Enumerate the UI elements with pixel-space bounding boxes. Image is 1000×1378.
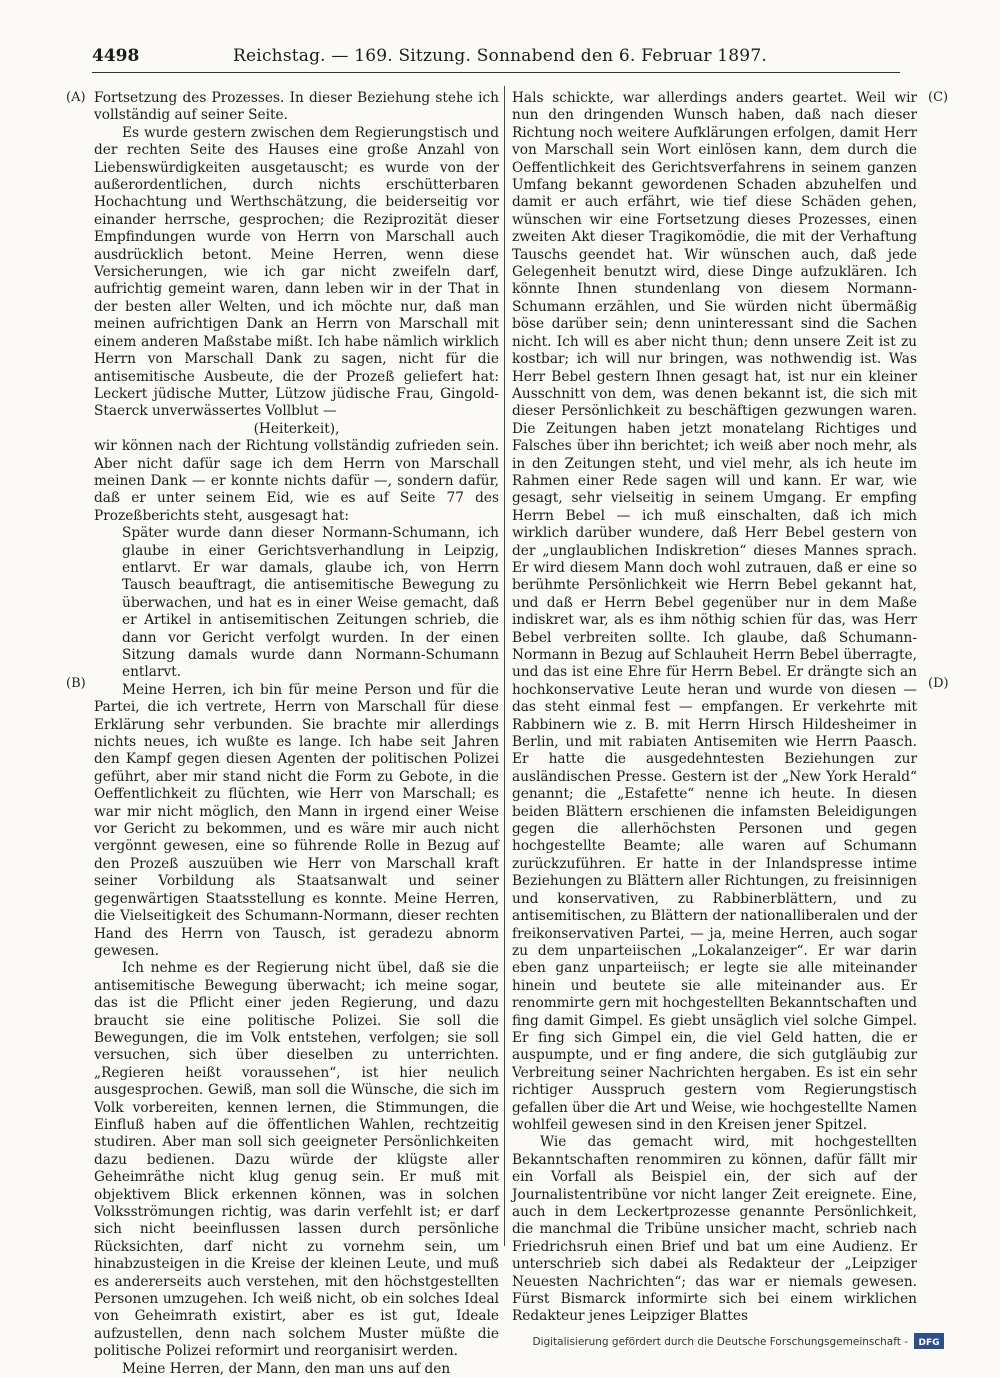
column-divider <box>504 86 505 1246</box>
footer-credit: Digitalisierung gefördert durch die Deutsche Forschungsgemeinschaft - <box>532 1336 908 1348</box>
margin-marker-a: (A) <box>66 90 86 105</box>
dfg-logo <box>914 1333 944 1349</box>
svg-text:DFG: DFG <box>918 1338 940 1348</box>
left-column <box>94 90 499 1377</box>
paragraph: Es wurde gestern zwischen dem Regierungstisch und der rechten Seite des Hauses eine große Anzahl von Liebenswürdigkeiten ausgetauscht; es wurde von der außerordentlichen, durch nichts erschütterbaren Hochachtung und Werthschätzung, die beiderseitig vor einander herrsche, gesprochen; die Reziprozität dieser Empfindungen wurde von Herrn von Marschall auch ausdrücklich betont. Meine Herren, wenn diese Versicherungen, wie ich gar nicht zweifeln darf, aufrichtig gemeint waren, dann leben wir in der That in der besten aller Welten, und ich möchte nur, daß man meinen aufrichtigen Dank an Herrn von Marschall mit einem anderen Maßstabe mißt. Ich habe nämlich wirklich Herrn von Marschall Dank zu sagen, nicht für die antisemitische Ausbeute, die der Prozeß geliefert hat: Leckert jüdische Mutter, Lützow jüdische Frau, Gingold-Staerck unverwässertes Vollblut — <box>94 124 499 420</box>
paragraph: Fortsetzung des Prozesses. In dieser Beziehung stehe ich vollständig auf seiner Seite. <box>94 90 499 124</box>
header-rule <box>92 72 900 73</box>
running-head: Reichstag. — 169. Sitzung. Sonnabend den 6. Februar 1897. <box>233 46 767 66</box>
paragraph: (Heiterkeit), <box>253 420 340 437</box>
paragraph: Später wurde dann dieser Normann-Schumann, ich glaube in einer Gerichtsverhandlung in Leipzig, entlarvt. Er war damals, glaube ich, von Herrn Tausch beauftragt, die antisemitische Bewegung zu überwachen, und hat es in einer Weise gemacht, daß er Artikel in antisemitischen Zeitungen schrieb, die dann vor Gericht verfolgt wurden. In der einen Sitzung damals wurde dann Normann-Schumann entlarvt. <box>122 525 499 681</box>
page-number: 4498 <box>92 46 140 66</box>
paragraph: Hals schickte, war allerdings anders geartet. Weil wir nun den dringenden Wunsch haben, daß nach dieser Richtung noch weitere Aufklärungen erfolgen, damit Herr von Marschall sein Wort einlösen kann, dem durch die Oeffentlichkeit des Gerichtsverfahrens in seinem ganzen Umfang bekannt gewordenen Schaden abzuhelfen und damit er auch erfährt, wie tief diese Schäden gehen, wünschen wir eine Fortsetzung dieses Prozesses, einen zweiten Akt dieser Tragikomödie, die mit der Verhaftung Tauschs geendet hat. Wir wünschen auch, daß jede Gelegenheit benutzt wird, diese Dinge aufzuklären. Ich könnte Ihnen stundenlang von diesem Normann-Schumann erzählen, und Sie würden nicht übermäßig böse darüber sein; denn uninteressant sind die Sachen nicht. Ich will es aber nicht thun; denn unsere Zeit ist zu kostbar; ich will nur bringen, was nothwendig ist. Was Herr Bebel gestern Ihnen gesagt hat, ist nur ein kleiner Ausschnitt von dem, was denen bekannt ist, die sich mit dieser Persönlichkeit zu beschäftigen gezwungen waren. Die Zeitungen haben jetzt monatelang Richtiges und Falsches über ihn berichtet; ich weiß aber noch mehr, als in den Zeitungen steht, und viel mehr, als ich heute im Rahmen einer Rede sagen will und kann. Er war, wie gesagt, sehr vielseitig in seinem Umgang. Er empfing Herrn Bebel — ich muß einschalten, daß ich mich wirklich darüber wundere, daß Herr Bebel gestern von der „unglaublichen Indiskretion“ dieses Mannes sprach. Er wird diesem Mann doch wohl zutrauen, daß er eine so berühmte Persönlichkeit wie Herrn Bebel gekannt hat, und daß er Herrn Bebel gegenüber nur in dem Maße indiskret war, als es ihm nöthig schien für das, was Herr Bebel verbreiten sollte. Ich glaube, daß Schumann-Normann in Bezug auf Schlauheit Herrn Bebel überragte, und das ist eine Ehre für Herrn Bebel. Er drängte sich an hochkonservative Leute heran und wurde von diesen — das steht einmal fest — empfangen. Er verkehrte mit Rabbinern wie z. B. mit Herrn Hirsch Hildesheimer in Berlin, und mit rabiaten Antisemiten wie Herrn Paasch. Er hatte die ausgedehntesten Beziehungen zur ausländischen Presse. Gestern ist der „New York Herald“ genannt; die „Estafette“ nenne ich heute. In diesen beiden Blättern erschienen die infamsten Beleidigungen gegen die allerhöchsten Personen und gegen hochgestellte Beamte; alle waren auf Schumann zurückzuführen. Er hatte in der Inlandspresse intime Beziehungen zu Blättern aller Richtungen, zu freisinnigen und konservativen, zu Rabbinerblättern, und zu antisemitischen, zu Blättern der nationalliberalen und der freikonservativen Partei, — ja, meine Herren, auch sogar zu dem unparteiischen „Lokalanzeiger“. Er war darin eben ganz unparteiisch; er legte sie alle miteinander hinein und beutete sie alle miteinander aus. Er renommirte gern mit hochgestellten Bekanntschaften und fing damit Gimpel. Es giebt unsäglich viel solche Gimpel. Er fing sich Gimpel ein, die viel Geld hatten, die er auspumpte, und er fing andere, die sich gutgläubig zur Verbreitung seiner Nachrichten hergaben. Es ist ein sehr richtiger Ausspruch gestern vom Regierungstisch gefallen über die Art und Weise, wie hochgestellte Namen wohlfeil gewesen sind in den Kreisen jener Spitzel. <box>512 90 917 1133</box>
paragraph: wir können nach der Richtung vollständig zufrieden sein. Aber nicht dafür sage ich dem Herrn von Marschall meinen Dank — er konnte nichts dafür —, sondern dafür, daß er unter seinem Eid, wie es auf Seite 77 des Prozeßberichts steht, ausgesagt hat: <box>94 438 499 524</box>
right-column <box>512 90 917 1325</box>
paragraph: Wie das gemacht wird, mit hochgestellten Bekanntschaften renommiren zu können, dafür fällt mir ein Vorfall als Beispiel ein, der sich auf der Journalistentribüne vor nicht langer Zeit ereignete. Eine, auch in dem Leckertprozesse genannte Persönlichkeit, die manchmal die Tribüne unsicher macht, schrieb nach Friedrichsruh einen Brief und bat um eine Audienz. Er unterschrieb sich dabei als Redakteur der „Leipziger Neuesten Nachrichten“; das war er niemals gewesen. Fürst Bismarck informirte sich bei einem wirklichen Redakteur jenes Leipziger Blattes <box>512 1134 917 1325</box>
margin-marker-d: (D) <box>928 676 949 691</box>
margin-marker-b: (B) <box>66 676 86 691</box>
paragraph: Meine Herren, der Mann, den man uns auf den <box>122 1360 451 1377</box>
paragraph: Meine Herren, ich bin für meine Person und für die Partei, die ich vertrete, Herrn von Marschall für diese Erklärung sehr verbunden. Sie brachte mir allerdings nichts neues, ich wußte es lange. Ich habe seit Jahren den Kampf gegen diesen Agenten der politischen Polizei geführt, aber mir stand nicht die Form zu Gebote, in die Oeffentlichkeit zu flüchten, wie Herr von Marschall; es war mir nicht möglich, den Mann in irgend einer Weise vor Gericht zu bekommen, und es wäre mir auch nicht vergönnt gewesen, eine so führende Rolle in Bezug auf den Prozeß auszuüben wie Herr von Marschall kraft seiner Vorbildung als Staatsanwalt und seiner gegenwärtigen Staatsstellung es konnte. Meine Herren, die Vielseitigkeit des Schumann-Normann, dieser rechten Hand des Herrn von Tausch, ist geradezu abnorm gewesen. <box>94 681 499 959</box>
paragraph: Ich nehme es der Regierung nicht übel, daß sie die antisemitische Bewegung überwacht; ich meine sogar, das ist die Pflicht einer jeden Regierung, und dazu braucht sie eine politische Polizei. Sie soll die Bewegungen, die im Volk entstehen, verfolgen; sie soll versuchen, sich über dieselben zu unterrichten. „Regieren heißt voraussehen“, ist hier neulich ausgesprochen. Gewiß, man soll die Wünsche, die sich im Volk vorbereiten, kennen lernen, die Stimmungen, die Einfluß haben auf die öffentlichen Wahlen, rechtzeitig studiren. Aber man soll sich geeigneter Persönlichkeiten dazu bedienen. Dazu würde der klügste aller Geheimräthe nicht klug genug sein. Er muß mit objektivem Blick erkennen können, was in solchen Volksströmungen richtig, was darin verfehlt ist; er darf sich nicht beeinflussen lassen durch persönliche Rücksichten, darf nicht zu vornehm sein, um hinabzusteigen in die Kreise der kleinen Leute, und muß es andererseits auch verstehen, mit den höchstgestellten Personen umzugehen. Ich weiß nicht, ob ein solches Ideal von Geheimrath existirt, aber es ist gut, Ideale aufzustellen, denn nach solchem Muster müßte die politische Polizei reformirt und reorganisirt werden. <box>94 960 499 1360</box>
margin-marker-c: (C) <box>928 90 949 105</box>
